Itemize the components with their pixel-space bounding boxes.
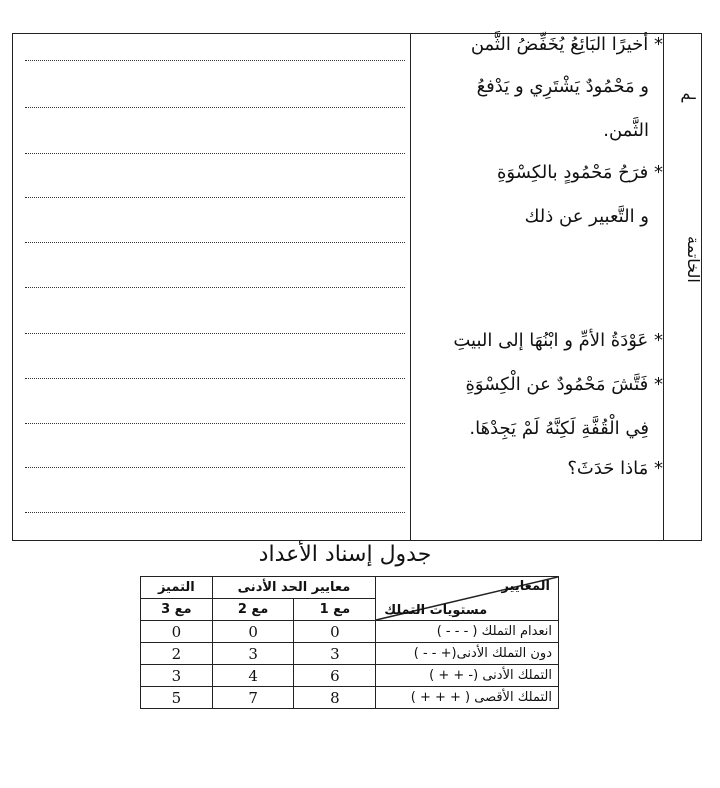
column-divider-section <box>663 34 664 540</box>
score-m3: 3 <box>141 665 213 687</box>
story-line: * أخيرًا البَائِعُ يُخَفِّضُ الثَّمن <box>470 34 663 55</box>
grading-table-title: جدول إسناد الأعداد <box>258 542 432 567</box>
answer-line-1[interactable] <box>25 60 405 61</box>
story-line: فِي الْقُفَّةِ لَكِنَّهُ لَمْ يَجِدْهَا. <box>469 418 649 439</box>
answer-line-2[interactable] <box>25 107 405 108</box>
story-line: الثَّمن. <box>603 120 649 141</box>
section-label: الخاتمة <box>684 235 703 283</box>
story-line: * مَاذا حَدَثَ؟ <box>567 458 663 479</box>
criteria-levels-header <box>376 577 559 621</box>
table-row <box>141 643 559 665</box>
story-line: * عَوْدَةُ الأمِّ و ابْنُهَا إلى البيتِ <box>453 330 663 351</box>
min-criteria-header: معايير الحد الأدنى <box>212 577 376 599</box>
level-cell: انعدام التملك ( - - - ) <box>376 621 559 643</box>
score-m1: 8 <box>294 687 376 709</box>
criteria-header: المعايير <box>501 579 550 594</box>
story-prompts <box>418 34 663 540</box>
story-line: و مَحْمُودٌ يَشْتَرِي و يَدْفعُ <box>476 76 649 97</box>
levels-header: مستويات التملك <box>384 603 488 618</box>
level-cell: دون التملك الأدنى(+ - - ) <box>376 643 559 665</box>
table-row <box>141 687 559 709</box>
score-m3: 2 <box>141 643 213 665</box>
story-line: و التَّعبير عن ذلك <box>524 206 649 227</box>
score-m2: 7 <box>212 687 294 709</box>
answer-line-11[interactable] <box>25 512 405 513</box>
answer-line-5[interactable] <box>25 242 405 243</box>
score-m1: 0 <box>294 621 376 643</box>
answer-line-3[interactable] <box>25 153 405 154</box>
answer-line-6[interactable] <box>25 287 405 288</box>
score-m2: 0 <box>212 621 294 643</box>
col-header-m3: مع 3 <box>141 599 213 621</box>
score-m2: 3 <box>212 643 294 665</box>
excellence-header: التميز <box>141 577 213 599</box>
level-cell: التملك الأدنى (- + + ) <box>376 665 559 687</box>
table-row <box>141 621 559 643</box>
table-row <box>141 665 559 687</box>
col-header-m1: مع 1 <box>294 599 376 621</box>
score-m1: 6 <box>294 665 376 687</box>
story-line: * فَتَّشَ مَحْمُودٌ عن الْكِسْوَةِ <box>465 374 663 395</box>
answer-line-9[interactable] <box>25 423 405 424</box>
score-m1: 3 <box>294 643 376 665</box>
answer-line-8[interactable] <box>25 378 405 379</box>
score-m2: 4 <box>212 665 294 687</box>
section-mark: ـم <box>680 84 696 103</box>
score-m3: 0 <box>141 621 213 643</box>
column-divider-answers <box>410 34 411 540</box>
answer-line-4[interactable] <box>25 197 405 198</box>
col-header-m2: مع 2 <box>212 599 294 621</box>
story-line: * فرَحُ مَحْمُودٍ بالكِسْوَةِ <box>496 162 663 183</box>
answer-line-7[interactable] <box>25 333 405 334</box>
level-cell: التملك الأقصى ( + + + ) <box>376 687 559 709</box>
worksheet-frame <box>12 33 702 541</box>
score-m3: 5 <box>141 687 213 709</box>
answer-line-10[interactable] <box>25 467 405 468</box>
grading-table <box>140 576 559 709</box>
